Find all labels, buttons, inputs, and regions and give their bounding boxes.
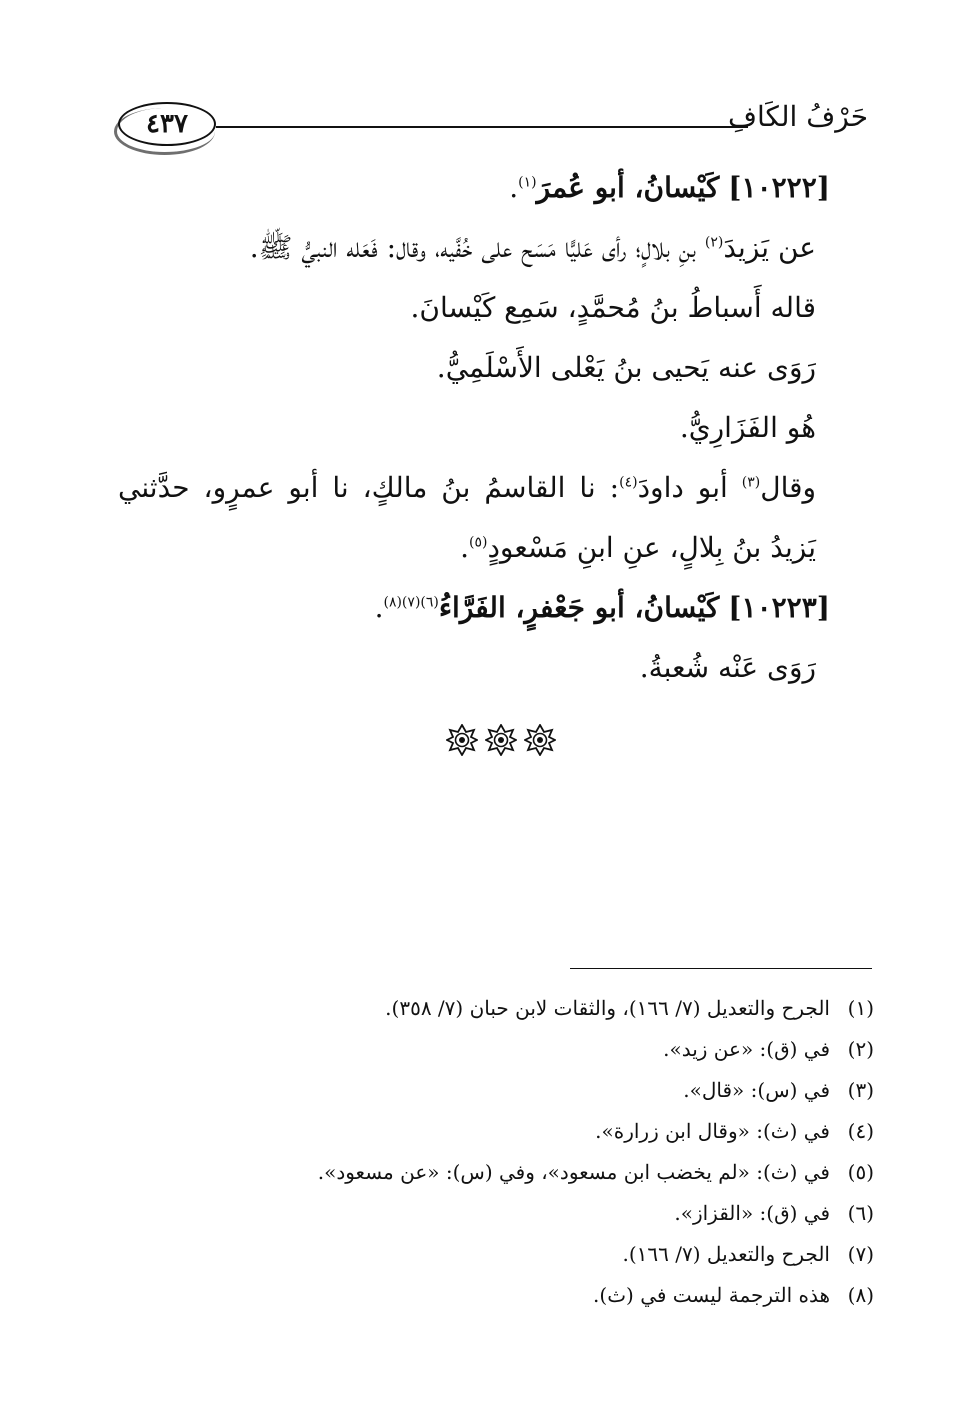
footnote [234,988,874,1029]
footnote [234,1070,874,1111]
text-line [118,218,830,278]
footnote-number: (٧) [847,1242,874,1266]
footnote-ref[interactable]: (٣) [741,474,761,491]
footnote-number: (٢) [847,1037,874,1061]
text-span: بنِ بلالٍ؛ رأى عَليًّا مَسَح على خُفَّيه، وقال: فَعَله النبيُّ ﷺ. [249,231,705,264]
footnote [234,1029,874,1070]
footnote-ref[interactable]: (٤) [619,474,638,491]
entry-heading [118,578,830,638]
star-ornament-icon [446,724,478,756]
footnote-ref[interactable]: (٦)(٧)(٨) [383,594,439,611]
text-line: رَوَى عنه يَحيى بنُ يَعْلى الأَسْلَمِيُّ. [436,351,816,384]
footnote-text: في (س): «قال». [683,1078,830,1102]
footnote [234,1111,874,1152]
chapter-title: حَرْفُ الكَافِ [727,100,868,133]
page-header [112,96,868,152]
entry-title: كَيْسانُ، أبو جَعْفرٍ، الفَرَّاءُ [438,591,720,624]
text-span: عن يَزيدَ [723,231,816,264]
entry-title: كَيْسانُ، أبو عُمرَ [536,171,720,204]
main-text [118,158,830,698]
footnote-number: (٤) [847,1119,874,1143]
text-line: قاله أَسباطُ بنُ مُحمَّدٍ، سَمِع كَيْسانَ. [410,291,816,324]
text-line: هُو الفَزَارِيُّ. [679,411,816,444]
star-ornament-icon [524,724,556,756]
footnote-number: (٣) [847,1078,874,1102]
footnote-ref[interactable]: (١) [518,174,537,191]
footnote-text: في (ث): «لم يخضب ابن مسعود»، وفي (س): «عن مسعود». [317,1160,830,1184]
footnote-ref[interactable]: (٢) [704,234,724,251]
footnote-text: هذه الترجمة ليست في (ث). [593,1283,830,1307]
text-line: رَوَى عَنْه شُعبةُ. [639,651,816,684]
footnote-number: (٥) [847,1160,874,1184]
section-ornaments [446,724,556,760]
page-number: ٤٣٧ [118,102,216,146]
footnote [234,1152,874,1193]
entry-title-end: . [509,171,519,204]
star-ornament-icon [485,724,517,756]
text-span: وقال [760,471,817,504]
entry-heading [118,158,830,218]
footnote-text: الجرح والتعديل (٧/ ١٦٦)، والثقات لابن حبان (٧/ ٣٥٨). [385,996,830,1020]
footnote-number: (٦) [847,1201,874,1225]
footnote-text: في (ث): «وقال ابن زرارة». [595,1119,830,1143]
entry-title-end: . [374,591,384,624]
text-span: . [460,531,469,564]
footnote-number: (١) [847,996,874,1020]
footnotes [234,988,874,1316]
footnote-ref[interactable]: (٥) [468,534,488,551]
paragraph [118,458,830,578]
text-span: : نا القاسمُ بنُ مالكٍ، نا أبو عمرٍو، حدَّثني يَزيدُ بنُ بِلالٍ، عنِ ابنِ مَسْعودٍ [118,471,816,564]
footnote-separator [570,968,872,969]
footnote-text: في (ق): «القزاز». [674,1201,830,1225]
footnote-text: الجرح والتعديل (٧/ ١٦٦). [622,1242,830,1266]
header-rule [216,126,748,128]
entry-number: [١٠٢٢٢] [728,171,830,204]
footnote [234,1234,874,1275]
text-span: أبو داودَ [637,471,742,504]
footnote-number: (٨) [847,1283,874,1307]
footnote [234,1275,874,1316]
footnote [234,1193,874,1234]
entry-number: [١٠٢٢٣] [728,591,830,624]
footnote-text: في (ق): «عن زيد». [663,1037,830,1061]
